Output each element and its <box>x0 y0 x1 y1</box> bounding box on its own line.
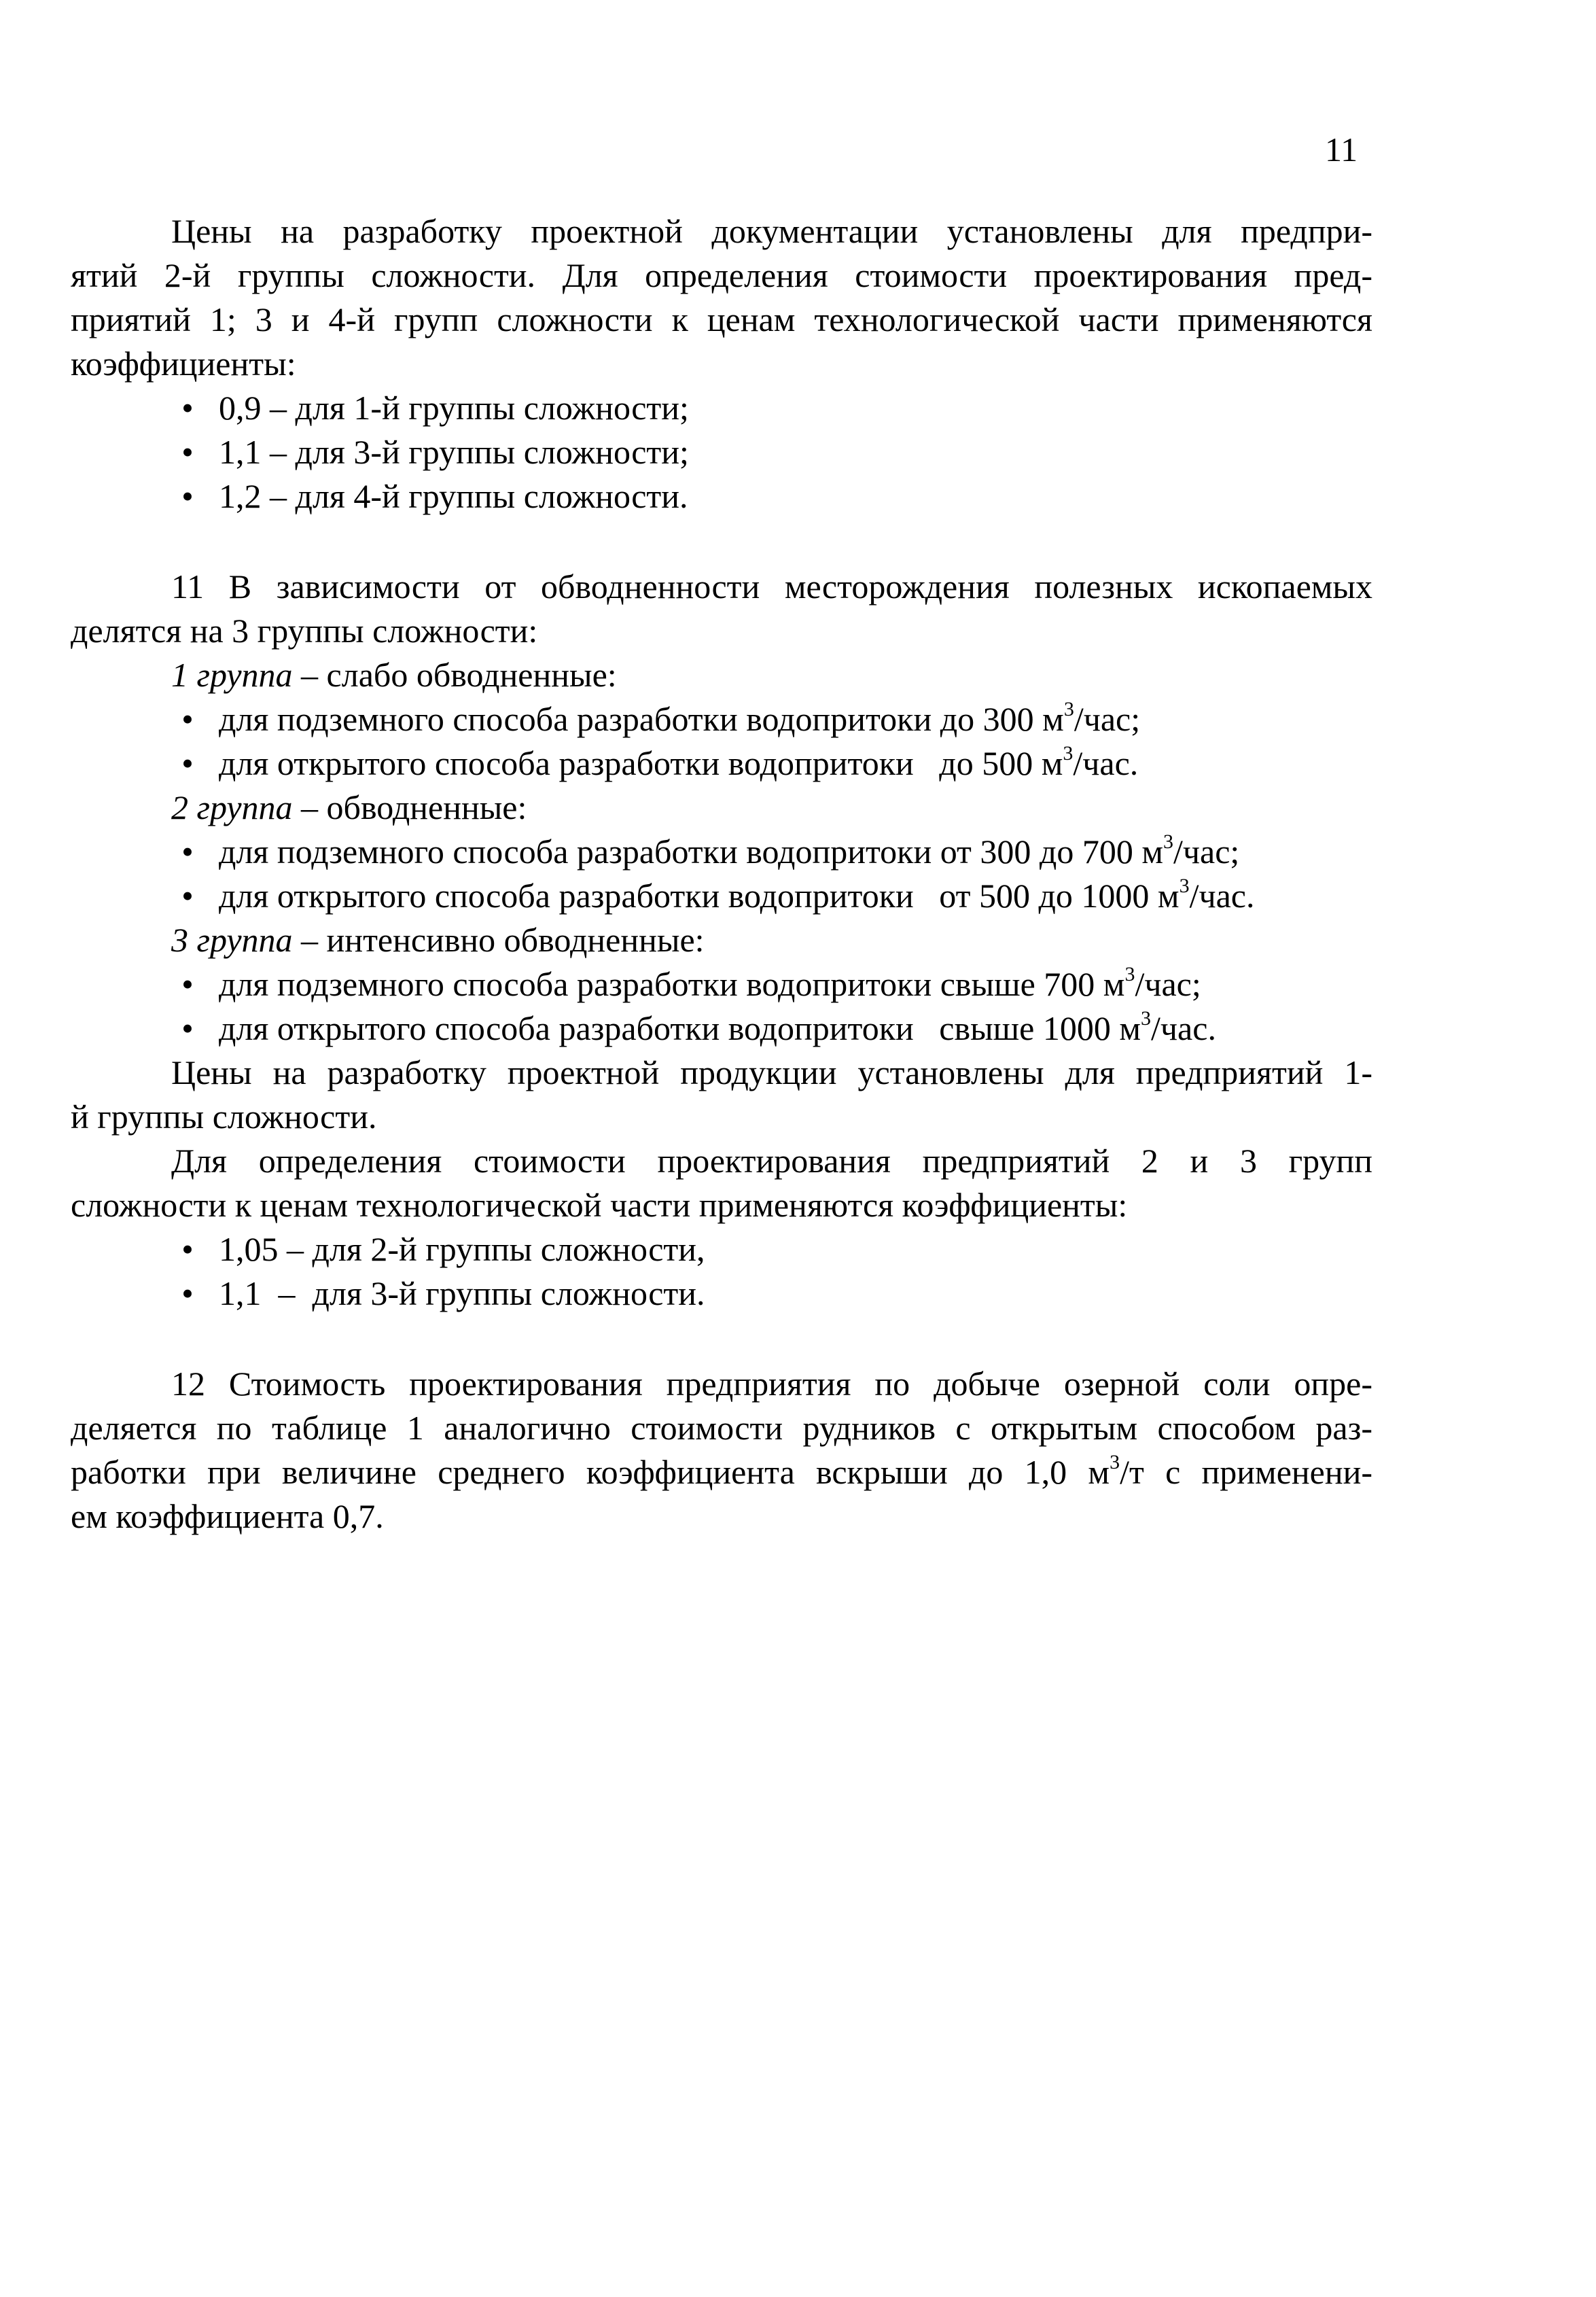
bullet-icon: • <box>181 1274 194 1312</box>
list-item-text: для подземного способа разработки водопритоки до 300 м <box>219 700 1064 738</box>
list-item <box>71 697 1372 741</box>
bullet-icon: • <box>181 700 194 738</box>
list-item-tail: /час. <box>1151 1009 1216 1047</box>
list-item <box>71 386 1372 430</box>
paragraph-line: Цены на разработку проектной продукции установлены для предприятий 1- <box>171 1053 1372 1091</box>
list-item <box>71 830 1372 874</box>
list-item-text: 1,05 – для 2-й группы сложности, <box>219 1230 705 1268</box>
superscript: 3 <box>1163 830 1173 854</box>
list-item <box>71 1227 1372 1272</box>
superscript: 3 <box>1063 698 1074 721</box>
bullet-icon: • <box>181 389 194 427</box>
list-item-text: 1,1 – для 3-й группы сложности. <box>219 1274 705 1312</box>
group-name: 2 группа <box>171 788 293 826</box>
list-item-tail: /час; <box>1135 965 1201 1003</box>
list-item <box>71 874 1372 918</box>
document-body <box>71 209 1372 1539</box>
list-item <box>71 474 1372 519</box>
list-item-text: для открытого способа разработки водопритоки от 500 до 1000 м <box>219 877 1180 915</box>
list-item-text: для открытого способа разработки водопритоки свыше 1000 м <box>219 1009 1141 1047</box>
bullet-icon: • <box>181 877 194 915</box>
superscript: 3 <box>1063 742 1074 765</box>
list-item-text: 0,9 – для 1-й группы сложности; <box>219 389 689 427</box>
paragraph-line: ятий 2-й группы сложности. Для определения стоимости проектирования пред- <box>71 256 1372 294</box>
bullet-icon: • <box>181 477 194 515</box>
paragraph-line: Для определения стоимости проектирования предприятий 2 и 3 групп <box>171 1142 1372 1180</box>
superscript: 3 <box>1141 1007 1152 1030</box>
line-text: работки при величине среднего коэффициента вскрыши до 1,0 м <box>71 1453 1110 1491</box>
list-item <box>71 962 1372 1006</box>
section-11-line: 11 В зависимости от обводненности месторождения полезных ископаемых <box>171 567 1372 606</box>
section-12-line: ем коэффициента 0,7. <box>71 1497 384 1535</box>
list-item-text: для открытого способа разработки водопритоки до 500 м <box>219 744 1063 782</box>
paragraph-line: й группы сложности. <box>71 1098 377 1136</box>
section-12-line: деляется по таблице 1 аналогично стоимости рудников с открытым способом раз- <box>71 1409 1372 1447</box>
section-12-line <box>71 1450 1372 1494</box>
group-name: 3 группа <box>171 921 293 959</box>
list-item <box>71 1272 1372 1316</box>
list-item-text: для подземного способа разработки водопритоки свыше 700 м <box>219 965 1125 1003</box>
superscript: 3 <box>1179 875 1190 898</box>
list-item <box>71 741 1372 786</box>
list-item-text: 1,1 – для 3-й группы сложности; <box>219 433 689 471</box>
superscript: 3 <box>1124 963 1135 986</box>
section-11-line: делятся на 3 группы сложности: <box>71 612 538 650</box>
list-item <box>71 430 1372 474</box>
bullet-icon: • <box>181 433 194 471</box>
group-3-heading <box>71 918 1372 962</box>
bullet-icon: • <box>181 832 194 871</box>
section-12-line: 12 Стоимость проектирования предприятия по добыче озерной соли опре- <box>171 1365 1372 1403</box>
group-description: – слабо обводненные: <box>292 656 617 694</box>
paragraph-line: коэффициенты: <box>71 345 296 383</box>
list-item-tail: /час; <box>1173 832 1240 871</box>
group-2-heading <box>71 786 1372 830</box>
bullet-icon: • <box>181 1009 194 1047</box>
list-item-tail: /час. <box>1073 744 1139 782</box>
list-item-tail: /час; <box>1074 700 1141 738</box>
superscript: 3 <box>1110 1451 1120 1474</box>
bullet-icon: • <box>181 744 194 782</box>
list-item-tail: /час. <box>1189 877 1255 915</box>
paragraph-line: приятий 1; 3 и 4-й групп сложности к ценам технологической части применяются <box>71 300 1372 338</box>
bullet-icon: • <box>181 965 194 1003</box>
bullet-icon: • <box>181 1230 194 1268</box>
list-item <box>71 1006 1372 1051</box>
group-description: – обводненные: <box>292 788 527 826</box>
group-description: – интенсивно обводненные: <box>292 921 705 959</box>
paragraph-line: Цены на разработку проектной документации установлены для предпри- <box>171 212 1372 250</box>
page-number: 11 <box>1325 130 1358 169</box>
list-item-text: для подземного способа разработки водопритоки от 300 до 700 м <box>219 832 1163 871</box>
list-item-text: 1,2 – для 4-й группы сложности. <box>219 477 688 515</box>
line-text: /т с применени- <box>1120 1453 1372 1491</box>
group-name: 1 группа <box>171 656 293 694</box>
paragraph-line: сложности к ценам технологической части применяются коэффициенты: <box>71 1186 1128 1224</box>
group-1-heading <box>71 653 1372 697</box>
